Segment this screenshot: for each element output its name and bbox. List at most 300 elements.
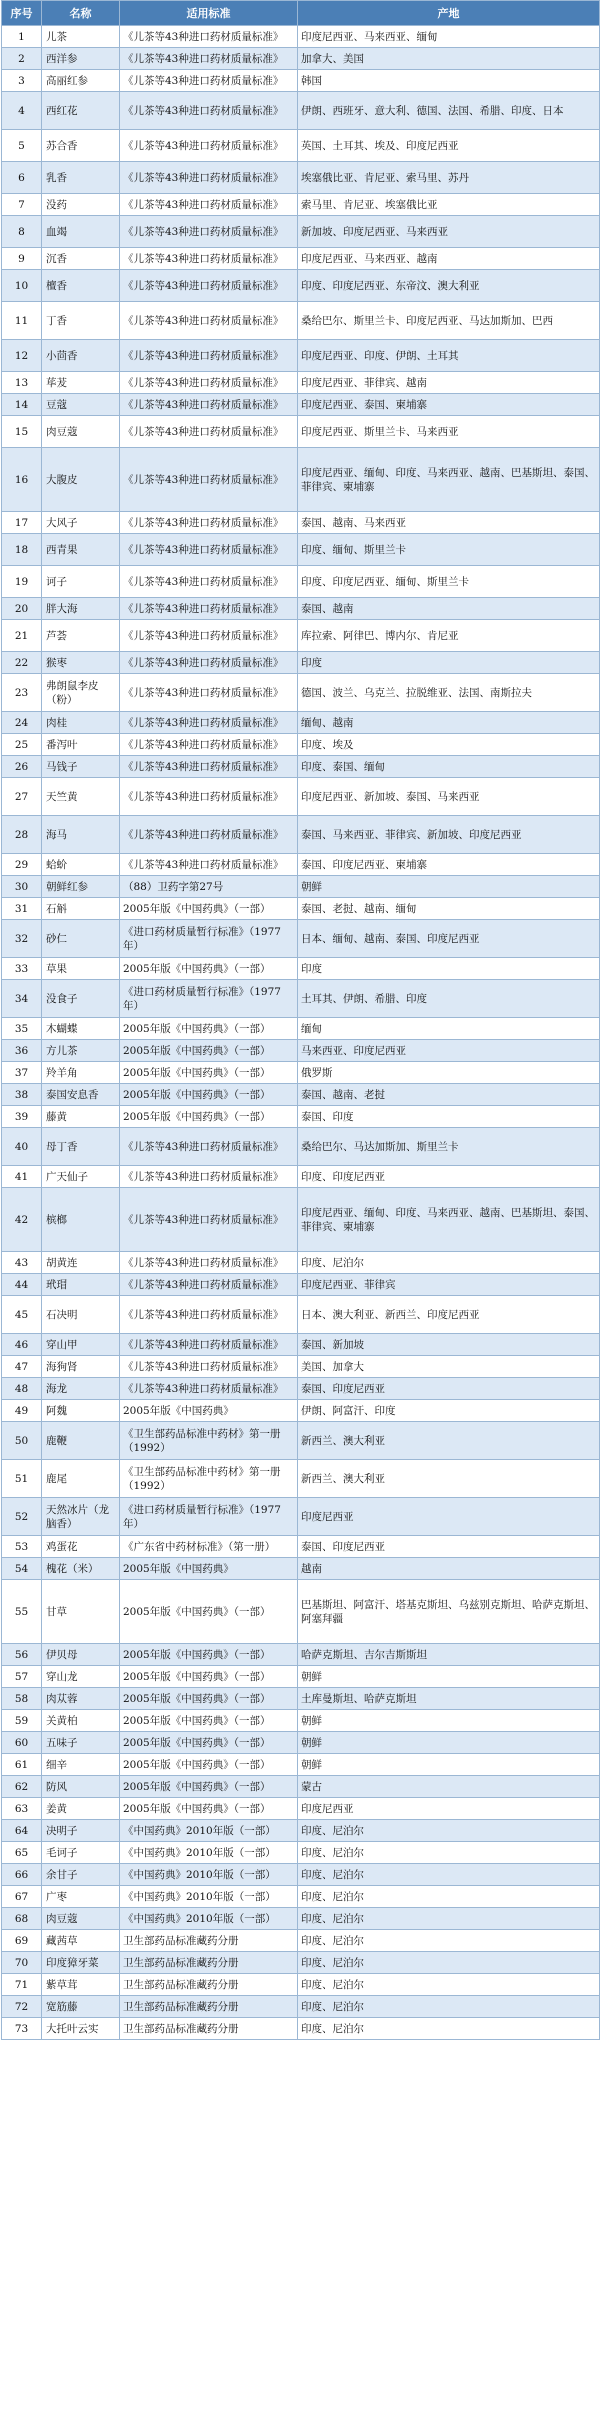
- cell-origin: 印度、尼泊尔: [298, 1886, 600, 1908]
- cell-standard: 《儿茶等43种进口药材质量标准》: [120, 448, 298, 512]
- cell-standard: 《儿茶等43种进口药材质量标准》: [120, 566, 298, 598]
- cell-name: 大腹皮: [42, 448, 120, 512]
- table-row: [2, 1536, 600, 1558]
- cell-standard: 《儿茶等43种进口药材质量标准》: [120, 162, 298, 194]
- cell-name: 石斛: [42, 898, 120, 920]
- cell-standard: 卫生部药品标准藏药分册: [120, 1974, 298, 1996]
- cell-origin: 印度尼西亚、斯里兰卡、马来西亚: [298, 416, 600, 448]
- cell-no: 22: [2, 652, 42, 674]
- cell-no: 64: [2, 1820, 42, 1842]
- cell-origin: 哈萨克斯坦、吉尔吉斯斯坦: [298, 1644, 600, 1666]
- cell-standard: 2005年版《中国药典》（一部）: [120, 1732, 298, 1754]
- cell-standard: 《中国药典》2010年版（一部）: [120, 1842, 298, 1864]
- table-row: [2, 1296, 600, 1334]
- table-row: [2, 756, 600, 778]
- cell-name: 胡黄连: [42, 1252, 120, 1274]
- cell-name: 没食子: [42, 980, 120, 1018]
- cell-no: 33: [2, 958, 42, 980]
- table-row: [2, 712, 600, 734]
- table-row: [2, 248, 600, 270]
- table-row: [2, 1644, 600, 1666]
- table-row: [2, 1018, 600, 1040]
- cell-name: 姜黄: [42, 1798, 120, 1820]
- cell-standard: 《进口药材质量暂行标准》（1977年）: [120, 980, 298, 1018]
- cell-name: 方儿茶: [42, 1040, 120, 1062]
- cell-no: 67: [2, 1886, 42, 1908]
- table-row: [2, 598, 600, 620]
- cell-origin: 印度、尼泊尔: [298, 1996, 600, 2018]
- cell-origin: 加拿大、美国: [298, 48, 600, 70]
- cell-no: 11: [2, 302, 42, 340]
- cell-no: 20: [2, 598, 42, 620]
- cell-name: 番泻叶: [42, 734, 120, 756]
- table-row: [2, 1908, 600, 1930]
- cell-name: 海马: [42, 816, 120, 854]
- cell-standard: 《进口药材质量暂行标准》（1977年）: [120, 920, 298, 958]
- cell-no: 55: [2, 1580, 42, 1644]
- cell-no: 56: [2, 1644, 42, 1666]
- cell-origin: 朝鲜: [298, 1666, 600, 1688]
- cell-no: 16: [2, 448, 42, 512]
- cell-origin: 泰国、老挝、越南、缅甸: [298, 898, 600, 920]
- table-row: [2, 48, 600, 70]
- cell-name: 决明子: [42, 1820, 120, 1842]
- table-row: [2, 92, 600, 130]
- cell-name: 泰国安息香: [42, 1084, 120, 1106]
- cell-origin: 印度尼西亚、缅甸、印度、马来西亚、越南、巴基斯坦、泰国、菲律宾、柬埔寨: [298, 448, 600, 512]
- cell-standard: 《儿茶等43种进口药材质量标准》: [120, 302, 298, 340]
- cell-name: 肉苁蓉: [42, 1688, 120, 1710]
- table-row: [2, 1128, 600, 1166]
- cell-no: 60: [2, 1732, 42, 1754]
- cell-origin: 泰国、新加坡: [298, 1334, 600, 1356]
- table-row: [2, 512, 600, 534]
- cell-origin: 印度尼西亚、菲律宾、越南: [298, 372, 600, 394]
- cell-standard: 《儿茶等43种进口药材质量标准》: [120, 1128, 298, 1166]
- cell-origin: 泰国、越南: [298, 598, 600, 620]
- table-row: [2, 1166, 600, 1188]
- cell-no: 10: [2, 270, 42, 302]
- header-row: [2, 1, 600, 26]
- table-row: [2, 1422, 600, 1460]
- cell-origin: 俄罗斯: [298, 1062, 600, 1084]
- table-row: [2, 1580, 600, 1644]
- cell-origin: 德国、波兰、乌克兰、拉脱维亚、法国、南斯拉夫: [298, 674, 600, 712]
- table-row: [2, 1930, 600, 1952]
- cell-name: 关黄柏: [42, 1710, 120, 1732]
- table-row: [2, 1274, 600, 1296]
- table-row: [2, 1460, 600, 1498]
- cell-standard: 《儿茶等43种进口药材质量标准》: [120, 1334, 298, 1356]
- cell-no: 68: [2, 1908, 42, 1930]
- cell-standard: 《中国药典》2010年版（一部）: [120, 1820, 298, 1842]
- table-row: [2, 898, 600, 920]
- table-row: [2, 1864, 600, 1886]
- cell-origin: 印度、尼泊尔: [298, 1820, 600, 1842]
- cell-origin: 泰国、越南、马来西亚: [298, 512, 600, 534]
- cell-no: 61: [2, 1754, 42, 1776]
- cell-no: 21: [2, 620, 42, 652]
- cell-standard: 2005年版《中国药典》（一部）: [120, 1084, 298, 1106]
- cell-name: 紫草茸: [42, 1974, 120, 1996]
- cell-standard: 2005年版《中国药典》（一部）: [120, 1018, 298, 1040]
- cell-origin: 印度、尼泊尔: [298, 1252, 600, 1274]
- cell-no: 3: [2, 70, 42, 92]
- cell-name: 檀香: [42, 270, 120, 302]
- cell-origin: 索马里、肯尼亚、埃塞俄比亚: [298, 194, 600, 216]
- cell-standard: 《儿茶等43种进口药材质量标准》: [120, 652, 298, 674]
- cell-origin: 马来西亚、印度尼西亚: [298, 1040, 600, 1062]
- cell-name: 五味子: [42, 1732, 120, 1754]
- cell-no: 73: [2, 2018, 42, 2040]
- cell-name: 母丁香: [42, 1128, 120, 1166]
- cell-name: 鹿尾: [42, 1460, 120, 1498]
- cell-origin: 印度尼西亚、缅甸、印度、马来西亚、越南、巴基斯坦、泰国、菲律宾、柬埔寨: [298, 1188, 600, 1252]
- cell-origin: 朝鲜: [298, 1732, 600, 1754]
- cell-no: 43: [2, 1252, 42, 1274]
- cell-no: 46: [2, 1334, 42, 1356]
- cell-origin: 新西兰、澳大利亚: [298, 1460, 600, 1498]
- cell-name: 木蝴蝶: [42, 1018, 120, 1040]
- table-row: [2, 1754, 600, 1776]
- cell-standard: 《儿茶等43种进口药材质量标准》: [120, 1378, 298, 1400]
- cell-no: 51: [2, 1460, 42, 1498]
- cell-standard: 2005年版《中国药典》（一部）: [120, 1710, 298, 1732]
- table-row: [2, 674, 600, 712]
- cell-standard: 卫生部药品标准藏药分册: [120, 1930, 298, 1952]
- cell-standard: 《儿茶等43种进口药材质量标准》: [120, 216, 298, 248]
- cell-name: 石决明: [42, 1296, 120, 1334]
- cell-name: 天然冰片（龙脑香）: [42, 1498, 120, 1536]
- cell-name: 毛诃子: [42, 1842, 120, 1864]
- cell-no: 42: [2, 1188, 42, 1252]
- cell-name: 玳瑁: [42, 1274, 120, 1296]
- cell-origin: 新加坡、印度尼西亚、马来西亚: [298, 216, 600, 248]
- table-row: [2, 652, 600, 674]
- cell-standard: 《儿茶等43种进口药材质量标准》: [120, 1296, 298, 1334]
- cell-no: 47: [2, 1356, 42, 1378]
- cell-name: 小茴香: [42, 340, 120, 372]
- table-row: [2, 1356, 600, 1378]
- cell-standard: 《儿茶等43种进口药材质量标准》: [120, 270, 298, 302]
- cell-no: 23: [2, 674, 42, 712]
- table-row: [2, 70, 600, 92]
- table-row: [2, 162, 600, 194]
- cell-standard: 《儿茶等43种进口药材质量标准》: [120, 756, 298, 778]
- table-row: [2, 2018, 600, 2040]
- table-row: [2, 340, 600, 372]
- cell-origin: 朝鲜: [298, 1710, 600, 1732]
- cell-no: 28: [2, 816, 42, 854]
- cell-standard: 2005年版《中国药典》: [120, 1558, 298, 1580]
- cell-name: 肉豆蔻: [42, 1908, 120, 1930]
- cell-name: 砂仁: [42, 920, 120, 958]
- cell-name: 胖大海: [42, 598, 120, 620]
- cell-no: 70: [2, 1952, 42, 1974]
- cell-standard: 《进口药材质量暂行标准》（1977年）: [120, 1498, 298, 1536]
- cell-name: 防风: [42, 1776, 120, 1798]
- cell-no: 12: [2, 340, 42, 372]
- cell-origin: 印度尼西亚、菲律宾: [298, 1274, 600, 1296]
- cell-name: 鹿鞭: [42, 1422, 120, 1460]
- cell-no: 30: [2, 876, 42, 898]
- cell-standard: （88）卫药字第27号: [120, 876, 298, 898]
- cell-name: 马钱子: [42, 756, 120, 778]
- cell-standard: 《儿茶等43种进口药材质量标准》: [120, 70, 298, 92]
- table-row: [2, 26, 600, 48]
- table-row: [2, 816, 600, 854]
- cell-no: 58: [2, 1688, 42, 1710]
- cell-name: 血竭: [42, 216, 120, 248]
- cell-standard: 《儿茶等43种进口药材质量标准》: [120, 712, 298, 734]
- cell-standard: 《儿茶等43种进口药材质量标准》: [120, 92, 298, 130]
- header-standard: 适用标准: [120, 1, 298, 26]
- table-row: [2, 416, 600, 448]
- cell-origin: 泰国、印度尼西亚: [298, 1378, 600, 1400]
- cell-origin: 日本、缅甸、越南、泰国、印度尼西亚: [298, 920, 600, 958]
- table-container: [1, 0, 599, 2040]
- cell-no: 36: [2, 1040, 42, 1062]
- table-header: [2, 1, 600, 26]
- cell-standard: 《中国药典》2010年版（一部）: [120, 1908, 298, 1930]
- cell-no: 14: [2, 394, 42, 416]
- cell-name: 豆蔻: [42, 394, 120, 416]
- cell-no: 19: [2, 566, 42, 598]
- cell-origin: 桑给巴尔、斯里兰卡、印度尼西亚、马达加斯加、巴西: [298, 302, 600, 340]
- table-row: [2, 778, 600, 816]
- cell-origin: 韩国: [298, 70, 600, 92]
- table-row: [2, 270, 600, 302]
- cell-no: 63: [2, 1798, 42, 1820]
- cell-standard: 2005年版《中国药典》（一部）: [120, 898, 298, 920]
- cell-name: 肉桂: [42, 712, 120, 734]
- cell-no: 1: [2, 26, 42, 48]
- cell-origin: 美国、加拿大: [298, 1356, 600, 1378]
- table-row: [2, 534, 600, 566]
- cell-name: 穿山龙: [42, 1666, 120, 1688]
- cell-standard: 2005年版《中国药典》（一部）: [120, 1776, 298, 1798]
- cell-standard: 《广东省中药材标准》（第一册）: [120, 1536, 298, 1558]
- cell-name: 伊贝母: [42, 1644, 120, 1666]
- cell-name: 海龙: [42, 1378, 120, 1400]
- cell-no: 4: [2, 92, 42, 130]
- cell-standard: 《儿茶等43种进口药材质量标准》: [120, 1188, 298, 1252]
- table-row: [2, 194, 600, 216]
- cell-origin: 泰国、印度尼西亚: [298, 1536, 600, 1558]
- cell-name: 天竺黄: [42, 778, 120, 816]
- cell-no: 15: [2, 416, 42, 448]
- cell-standard: 2005年版《中国药典》（一部）: [120, 1062, 298, 1084]
- cell-name: 穿山甲: [42, 1334, 120, 1356]
- cell-standard: 《儿茶等43种进口药材质量标准》: [120, 534, 298, 566]
- table-body: [2, 26, 600, 2040]
- cell-name: 乳香: [42, 162, 120, 194]
- table-row: [2, 1400, 600, 1422]
- cell-no: 45: [2, 1296, 42, 1334]
- cell-standard: 《儿茶等43种进口药材质量标准》: [120, 512, 298, 534]
- cell-no: 27: [2, 778, 42, 816]
- cell-no: 62: [2, 1776, 42, 1798]
- table-row: [2, 130, 600, 162]
- cell-no: 9: [2, 248, 42, 270]
- cell-origin: 伊朗、阿富汗、印度: [298, 1400, 600, 1422]
- table-row: [2, 1252, 600, 1274]
- cell-standard: 《儿茶等43种进口药材质量标准》: [120, 26, 298, 48]
- table-row: [2, 1798, 600, 1820]
- cell-origin: 印度尼西亚、印度、伊朗、土耳其: [298, 340, 600, 372]
- table-row: [2, 448, 600, 512]
- cell-standard: 《儿茶等43种进口药材质量标准》: [120, 816, 298, 854]
- cell-name: 大托叶云实: [42, 2018, 120, 2040]
- cell-origin: 缅甸: [298, 1018, 600, 1040]
- cell-no: 6: [2, 162, 42, 194]
- cell-standard: 《儿茶等43种进口药材质量标准》: [120, 674, 298, 712]
- table-row: [2, 1188, 600, 1252]
- table-row: [2, 1974, 600, 1996]
- table-row: [2, 302, 600, 340]
- cell-no: 5: [2, 130, 42, 162]
- cell-origin: 桑给巴尔、马达加斯加、斯里兰卡: [298, 1128, 600, 1166]
- cell-name: 广天仙子: [42, 1166, 120, 1188]
- cell-no: 49: [2, 1400, 42, 1422]
- cell-origin: 印度、尼泊尔: [298, 1930, 600, 1952]
- cell-standard: 《儿茶等43种进口药材质量标准》: [120, 778, 298, 816]
- cell-no: 2: [2, 48, 42, 70]
- cell-no: 38: [2, 1084, 42, 1106]
- cell-origin: 印度、印度尼西亚、缅甸、斯里兰卡: [298, 566, 600, 598]
- cell-name: 余甘子: [42, 1864, 120, 1886]
- cell-name: 鸡蛋花: [42, 1536, 120, 1558]
- cell-origin: 泰国、越南、老挝: [298, 1084, 600, 1106]
- cell-name: 藤黄: [42, 1106, 120, 1128]
- cell-standard: 《儿茶等43种进口药材质量标准》: [120, 734, 298, 756]
- table-row: [2, 1666, 600, 1688]
- cell-name: 西红花: [42, 92, 120, 130]
- cell-standard: 卫生部药品标准藏药分册: [120, 2018, 298, 2040]
- cell-no: 54: [2, 1558, 42, 1580]
- cell-no: 72: [2, 1996, 42, 2018]
- header-origin: 产地: [298, 1, 600, 26]
- cell-name: 印度獐牙菜: [42, 1952, 120, 1974]
- cell-name: 没药: [42, 194, 120, 216]
- table-row: [2, 394, 600, 416]
- cell-origin: 印度: [298, 652, 600, 674]
- cell-origin: 印度、尼泊尔: [298, 1864, 600, 1886]
- cell-standard: 《卫生部药品标准中药材》第一册（1992）: [120, 1460, 298, 1498]
- cell-name: 阿魏: [42, 1400, 120, 1422]
- table-row: [2, 1710, 600, 1732]
- cell-no: 34: [2, 980, 42, 1018]
- cell-no: 35: [2, 1018, 42, 1040]
- cell-origin: 印度尼西亚: [298, 1798, 600, 1820]
- cell-standard: 《卫生部药品标准中药材》第一册（1992）: [120, 1422, 298, 1460]
- cell-standard: 《儿茶等43种进口药材质量标准》: [120, 854, 298, 876]
- cell-origin: 土库曼斯坦、哈萨克斯坦: [298, 1688, 600, 1710]
- cell-standard: 《儿茶等43种进口药材质量标准》: [120, 620, 298, 652]
- cell-origin: 埃塞俄比亚、肯尼亚、索马里、苏丹: [298, 162, 600, 194]
- cell-origin: 印度尼西亚、马来西亚、缅甸: [298, 26, 600, 48]
- cell-name: 沉香: [42, 248, 120, 270]
- cell-no: 41: [2, 1166, 42, 1188]
- table-row: [2, 1820, 600, 1842]
- cell-standard: 《儿茶等43种进口药材质量标准》: [120, 372, 298, 394]
- cell-standard: 《儿茶等43种进口药材质量标准》: [120, 48, 298, 70]
- cell-name: 朝鲜红参: [42, 876, 120, 898]
- cell-no: 66: [2, 1864, 42, 1886]
- table-row: [2, 980, 600, 1018]
- cell-standard: 2005年版《中国药典》（一部）: [120, 1798, 298, 1820]
- cell-origin: 缅甸、越南: [298, 712, 600, 734]
- table-row: [2, 1040, 600, 1062]
- cell-name: 肉豆蔻: [42, 416, 120, 448]
- cell-origin: 蒙古: [298, 1776, 600, 1798]
- cell-origin: 印度尼西亚、泰国、柬埔寨: [298, 394, 600, 416]
- table-row: [2, 1558, 600, 1580]
- cell-standard: 《儿茶等43种进口药材质量标准》: [120, 340, 298, 372]
- cell-origin: 英国、土耳其、埃及、印度尼西亚: [298, 130, 600, 162]
- cell-standard: 卫生部药品标准藏药分册: [120, 1996, 298, 2018]
- cell-name: 广枣: [42, 1886, 120, 1908]
- cell-origin: 印度、埃及: [298, 734, 600, 756]
- cell-standard: 2005年版《中国药典》（一部）: [120, 1666, 298, 1688]
- table-row: [2, 372, 600, 394]
- cell-standard: 2005年版《中国药典》（一部）: [120, 1754, 298, 1776]
- table-row: [2, 920, 600, 958]
- cell-name: 藏茜草: [42, 1930, 120, 1952]
- cell-no: 18: [2, 534, 42, 566]
- table-row: [2, 216, 600, 248]
- cell-name: 丁香: [42, 302, 120, 340]
- cell-no: 26: [2, 756, 42, 778]
- cell-name: 荜茇: [42, 372, 120, 394]
- table-row: [2, 734, 600, 756]
- cell-no: 29: [2, 854, 42, 876]
- cell-origin: 印度、尼泊尔: [298, 1952, 600, 1974]
- cell-origin: 印度尼西亚: [298, 1498, 600, 1536]
- cell-origin: 印度、印度尼西亚、东帝汶、澳大利亚: [298, 270, 600, 302]
- cell-no: 17: [2, 512, 42, 534]
- cell-origin: 朝鲜: [298, 1754, 600, 1776]
- cell-name: 草果: [42, 958, 120, 980]
- cell-standard: 《儿茶等43种进口药材质量标准》: [120, 598, 298, 620]
- table-row: [2, 620, 600, 652]
- cell-standard: 《儿茶等43种进口药材质量标准》: [120, 1356, 298, 1378]
- cell-no: 65: [2, 1842, 42, 1864]
- cell-origin: 库拉索、阿律巴、博内尔、肯尼亚: [298, 620, 600, 652]
- cell-no: 7: [2, 194, 42, 216]
- cell-standard: 2005年版《中国药典》（一部）: [120, 1688, 298, 1710]
- cell-standard: 《中国药典》2010年版（一部）: [120, 1864, 298, 1886]
- cell-name: 细辛: [42, 1754, 120, 1776]
- cell-no: 37: [2, 1062, 42, 1084]
- cell-name: 弗朗鼠李皮（粉）: [42, 674, 120, 712]
- cell-standard: 《儿茶等43种进口药材质量标准》: [120, 130, 298, 162]
- cell-name: 大风子: [42, 512, 120, 534]
- cell-no: 24: [2, 712, 42, 734]
- header-name: 名称: [42, 1, 120, 26]
- cell-no: 40: [2, 1128, 42, 1166]
- table-row: [2, 958, 600, 980]
- cell-standard: 2005年版《中国药典》（一部）: [120, 1040, 298, 1062]
- cell-standard: 《儿茶等43种进口药材质量标准》: [120, 416, 298, 448]
- cell-no: 59: [2, 1710, 42, 1732]
- table-row: [2, 1842, 600, 1864]
- cell-origin: 印度: [298, 958, 600, 980]
- cell-standard: 《儿茶等43种进口药材质量标准》: [120, 1166, 298, 1188]
- table-row: [2, 854, 600, 876]
- table-row: [2, 1378, 600, 1400]
- cell-origin: 印度、尼泊尔: [298, 1842, 600, 1864]
